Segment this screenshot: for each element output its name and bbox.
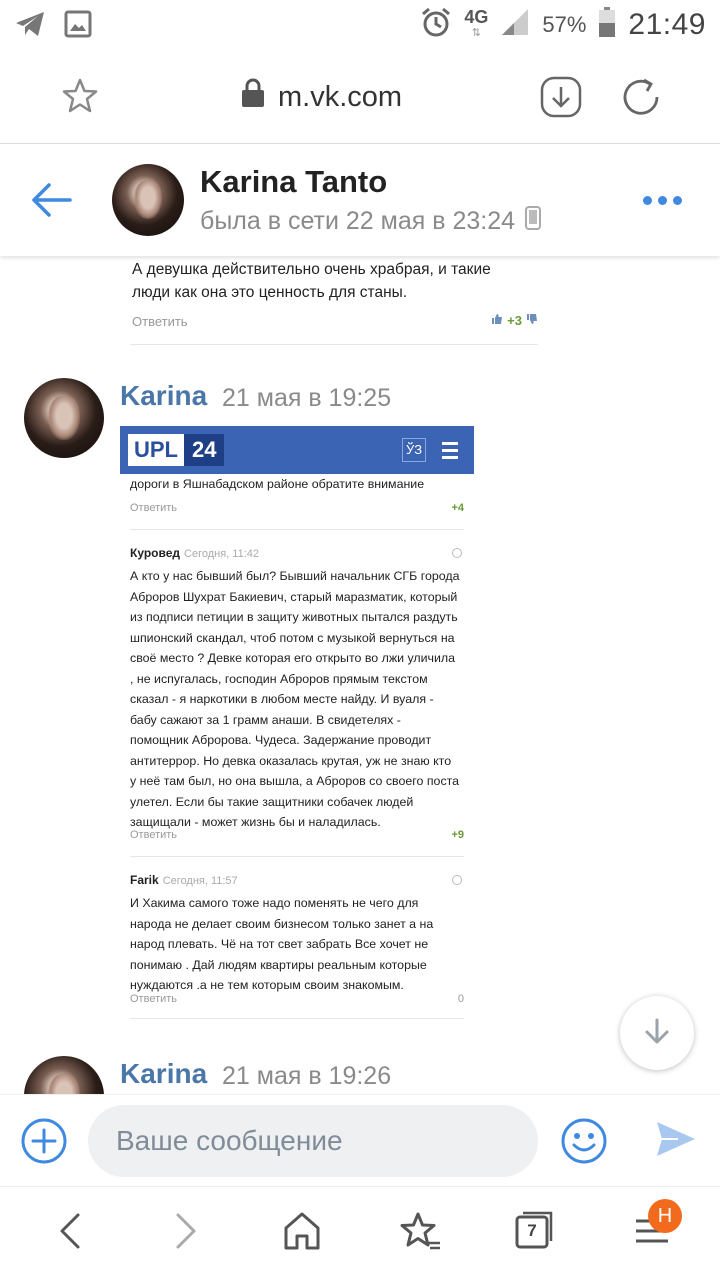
clock: 21:49 [628,7,706,41]
hamburger-menu-icon [442,442,458,463]
battery-icon [598,6,616,43]
last-seen-status [200,206,541,237]
signal-icon [500,7,530,42]
message-author[interactable]: Karina [120,380,208,411]
screenshot-votes: +4 [451,502,464,514]
home-icon[interactable] [283,1211,321,1256]
download-icon[interactable] [540,76,582,123]
message-author[interactable]: Karina [120,1058,208,1089]
block-icon [452,875,462,885]
screenshot-votes: 0 [457,993,464,1005]
block-icon [452,548,462,558]
back-icon[interactable] [56,1211,84,1256]
url-field[interactable] [240,78,402,116]
screenshot-comment-text: дороги в Яшнабадском районе обратите внимание [130,477,425,491]
mobile-icon [525,206,541,237]
avatar[interactable] [112,164,184,236]
message-time: 21 мая в 19:26 [222,1062,392,1090]
screenshot-reply-link: Ответить [130,993,178,1005]
tabs-icon[interactable] [515,1211,553,1249]
avatar[interactable] [24,378,104,458]
divider [130,1018,464,1019]
last-seen-text: была в сети 22 мая в 23:24 [200,207,516,235]
comment-time: Сегодня, 11:57 [162,875,238,887]
arrow-down-icon [644,1017,670,1050]
browser-bottom-nav [0,1186,720,1280]
logo-part-right: 24 [184,434,224,466]
screenshot-votes [491,313,538,328]
gallery-icon [64,10,92,43]
message-composer [0,1094,720,1186]
bookmark-star-icon[interactable] [60,76,100,121]
scroll-down-button[interactable] [620,996,694,1070]
message-input[interactable] [88,1105,538,1177]
screenshot-comment-author [130,546,259,560]
message-list[interactable] [0,256,720,1094]
network-indicator [464,6,489,41]
status-bar [0,0,720,52]
back-arrow-icon[interactable] [30,182,72,223]
message-image-previous[interactable] [120,256,540,346]
telegram-icon [14,10,46,43]
comment-author-name: Куровед [130,546,181,560]
attach-plus-icon[interactable] [20,1117,68,1170]
browser-address-bar [0,52,720,144]
screenshot-reply-link: Ответить [132,314,188,329]
data-arrows-icon: ⇅ [471,26,481,39]
divider [130,856,464,857]
thumbs-up-icon [491,313,503,328]
screenshot-comment-text: А кто у нас бывший был? Бывший начальник СГБ города Аброров Шухрат Бакиевич, старый маразматик, который из подписи петиции в защиту животных пытался раздуть шпионский скандал, чтоб потом с музыкой вернуться на своё место ? Девке которая его открыто во лжи уличила , не испугалась, господин Аброров прямым текстом сказал - я наркотики в любом месте найду. И вуаля - бабу сажают за 1 грамм анаши. В свидетелях - помощник Абророва. Чудеса. Задержание проводит антитеррор. Но девка оказалась крутая, уж не знаю кто у неё там был, но она вышла, а Аброров со своего поста улетел. Если бы такие защитники собачек людей защищали - может жизнь бы и наладилась. [130,569,460,829]
thumbs-down-icon [526,313,538,328]
chat-header [0,144,720,256]
screenshot-reply-link: Ответить [130,829,178,841]
comment-author-name: Farik [130,873,159,887]
send-icon[interactable] [654,1117,698,1166]
screenshot-comment-text: И Хакима самого тоже надо поменять не чего для народа не делает своим бизнесом только занет а на народ плевать. Чё на тот свет забрать Все хочет не понимаю . Дай людям квартиры реальным которые нуждаются .а не тем которым своим знакомым. [130,896,434,992]
language-switch: ЎЗ [402,438,426,462]
divider [130,344,538,345]
screenshot-reply-link: Ответить [130,502,178,514]
screenshot-votes: +9 [451,829,464,841]
contact-name[interactable]: Karina Tanto [200,164,388,199]
more-options-icon[interactable] [643,196,682,205]
comment-time: Сегодня, 11:42 [184,548,259,560]
avatar[interactable] [24,1056,104,1094]
upl24-logo [128,434,224,466]
logo-part-left: UPL [128,434,184,466]
emoji-icon[interactable] [560,1117,608,1170]
screenshot-comment-text: А девушка действительно очень храбрая, и такие люди как она это ценность для станы. [132,261,491,301]
message-time: 21 мая в 19:25 [222,384,392,412]
screenshot-site-header [120,426,474,474]
battery-percent: 57% [542,11,587,37]
message-image[interactable] [120,426,474,1026]
forward-icon[interactable] [172,1211,200,1256]
divider [130,529,464,530]
lock-icon [240,78,266,116]
screenshot-comment-author [130,873,238,887]
notification-badge: Н [648,1199,682,1233]
url-text: m.vk.com [278,80,403,113]
message-input-placeholder: Ваше сообщение [116,1125,343,1156]
bookmarks-star-icon[interactable] [398,1211,442,1256]
reload-icon[interactable] [620,76,662,123]
alarm-icon [420,6,452,43]
network-type: 4G [464,6,489,27]
tabs-count: 7 [527,1221,537,1240]
screenshot-vote-count: +3 [507,313,522,328]
